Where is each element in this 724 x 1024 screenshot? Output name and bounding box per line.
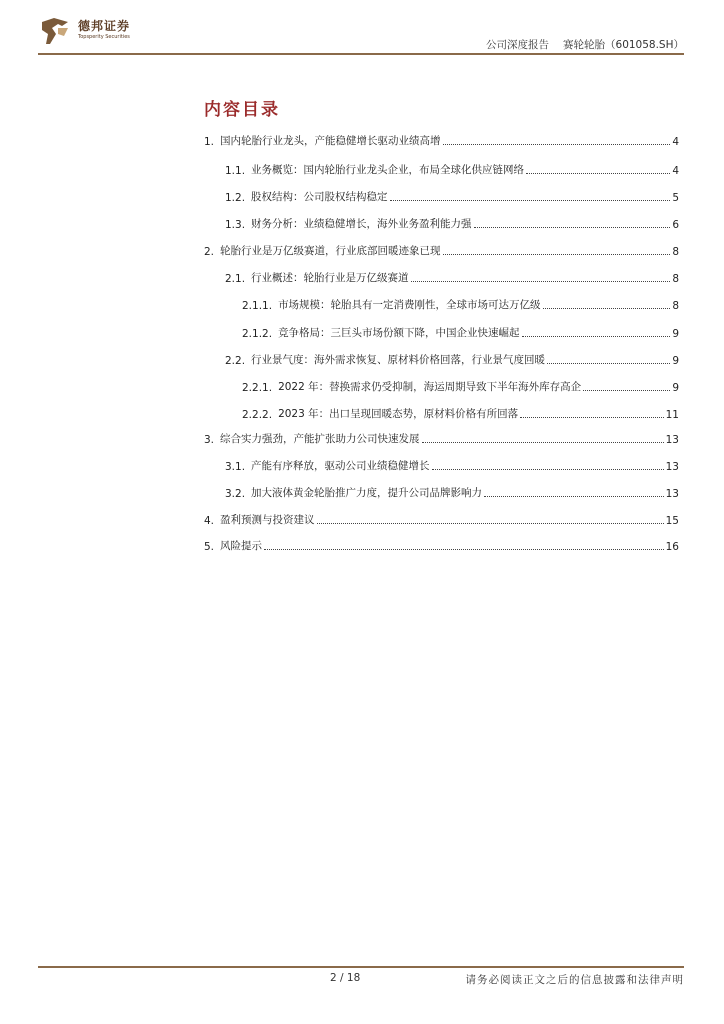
toc-entry-page: 15 xyxy=(665,515,679,527)
toc-entry-label: 股权结构：公司股权结构稳定 xyxy=(251,191,388,203)
toc-entry-label: 盈利预测与投资建议 xyxy=(220,514,315,526)
toc-entry-page: 9 xyxy=(672,382,679,394)
toc-entry[interactable] xyxy=(225,351,679,367)
toc-entry-number: 2.2.2. xyxy=(242,409,273,421)
toc-entry-label: 市场规模：轮胎具有一定消费刚性，全球市场可达万亿级 xyxy=(278,299,541,311)
toc-entry[interactable] xyxy=(242,296,679,312)
toc-entry[interactable] xyxy=(225,457,679,473)
toc-entry-page: 8 xyxy=(672,273,679,285)
toc-entry[interactable] xyxy=(204,511,679,527)
toc-title: 内容目录 xyxy=(204,100,280,120)
toc-entry-page: 4 xyxy=(672,136,679,148)
report-header xyxy=(486,37,684,52)
toc-entry[interactable] xyxy=(225,269,679,285)
toc-entry-number: 3.1. xyxy=(225,461,246,473)
toc-entry-number: 2.1.2. xyxy=(242,328,273,340)
toc-entry-number: 2.1.1. xyxy=(242,300,273,312)
toc-entry-label: 业务概览：国内轮胎行业龙头企业，布局全球化供应链网络 xyxy=(251,164,525,176)
header-divider xyxy=(38,53,684,55)
toc-entry-number: 2. xyxy=(204,246,215,258)
toc-entry-label: 2023 年：出口呈现回暖态势，原材料价格有所回落 xyxy=(278,408,519,420)
toc-entry-label: 加大液体黄金轮胎推广力度，提升公司品牌影响力 xyxy=(251,487,483,499)
toc-entry[interactable] xyxy=(242,405,679,421)
toc-leader-dots xyxy=(390,199,671,201)
toc-entry-label: 国内轮胎行业龙头，产能稳健增长驱动业绩高增 xyxy=(220,135,441,147)
toc-entry-number: 4. xyxy=(204,515,215,527)
footer-divider xyxy=(38,966,684,968)
toc-entry[interactable] xyxy=(225,188,679,204)
company-name-en: Topsperity Securities xyxy=(78,34,130,40)
toc-entry-page: 13 xyxy=(665,488,679,500)
toc-entry-number: 3.2. xyxy=(225,488,246,500)
toc-entry-page: 4 xyxy=(672,165,679,177)
toc-entry-label: 风险提示 xyxy=(220,540,263,552)
toc-entry[interactable] xyxy=(204,132,679,148)
toc-entry[interactable] xyxy=(204,537,679,553)
toc-leader-dots xyxy=(411,280,671,282)
toc-entry-number: 1.1. xyxy=(225,165,246,177)
toc-entry-page: 8 xyxy=(672,300,679,312)
toc-leader-dots xyxy=(522,335,671,337)
toc-entry-page: 13 xyxy=(665,461,679,473)
toc-leader-dots xyxy=(432,468,664,470)
toc-entry-page: 9 xyxy=(672,355,679,367)
toc-entry[interactable] xyxy=(204,430,679,446)
toc-leader-dots xyxy=(547,362,670,364)
disclaimer-text: 请务必阅读正文之后的信息披露和法律声明 xyxy=(465,974,684,986)
toc-leader-dots xyxy=(583,389,670,391)
toc-leader-dots xyxy=(443,253,671,255)
toc-entry-page: 5 xyxy=(672,192,679,204)
toc-entry-page: 6 xyxy=(672,219,679,231)
toc-leader-dots xyxy=(422,441,664,443)
toc-entry-label: 竞争格局：三巨头市场份额下降，中国企业快速崛起 xyxy=(278,327,520,339)
toc-entry-label: 行业概述：轮胎行业是万亿级赛道 xyxy=(251,272,409,284)
toc-entry-number: 5. xyxy=(204,541,215,553)
toc-entry-number: 2.2. xyxy=(225,355,246,367)
toc-entry-number: 1.2. xyxy=(225,192,246,204)
toc-entry[interactable] xyxy=(242,378,679,394)
logo-emblem-icon xyxy=(38,14,72,48)
toc-leader-dots xyxy=(484,495,664,497)
toc-leader-dots xyxy=(526,172,670,174)
company-name: 德邦证券 xyxy=(78,19,131,33)
toc-entry-page: 11 xyxy=(665,409,679,421)
toc-entry-page: 16 xyxy=(665,541,679,553)
toc-entry[interactable] xyxy=(242,324,679,340)
toc-leader-dots xyxy=(543,307,671,309)
report-type: 公司深度报告 xyxy=(486,39,550,51)
toc-entry-number: 2.1. xyxy=(225,273,246,285)
page-number: 2 / 18 xyxy=(330,972,361,984)
toc-entry-number: 1. xyxy=(204,136,215,148)
toc-entry-label: 轮胎行业是万亿级赛道，行业底部回暖迹象已现 xyxy=(220,245,441,257)
toc-entry-number: 2.2.1. xyxy=(242,382,273,394)
toc-entry-label: 产能有序释放，驱动公司业绩稳健增长 xyxy=(251,460,430,472)
toc-entry[interactable] xyxy=(204,242,679,258)
toc-entry-page: 13 xyxy=(665,434,679,446)
toc-leader-dots xyxy=(520,416,664,418)
toc-entry-label: 综合实力强劲，产能扩张助力公司快速发展 xyxy=(220,433,420,445)
toc-entry-label: 2022 年：替换需求仍受抑制，海运周期导致下半年海外库存高企 xyxy=(278,381,582,393)
toc-entry-number: 3. xyxy=(204,434,215,446)
toc-leader-dots xyxy=(317,522,664,524)
report-subject: 赛轮轮胎（601058.SH） xyxy=(563,39,684,51)
toc-leader-dots xyxy=(443,143,671,145)
toc-leader-dots xyxy=(264,548,664,550)
toc-entry-page: 9 xyxy=(672,328,679,340)
toc-entry[interactable] xyxy=(225,215,679,231)
toc-entry-page: 8 xyxy=(672,246,679,258)
toc-entry-number: 1.3. xyxy=(225,219,246,231)
toc-entry[interactable] xyxy=(225,161,679,177)
toc-entry[interactable] xyxy=(225,484,679,500)
toc-entry-label: 财务分析：业绩稳健增长，海外业务盈利能力强 xyxy=(251,218,472,230)
toc-leader-dots xyxy=(474,226,671,228)
company-logo xyxy=(38,14,168,48)
toc-entry-label: 行业景气度：海外需求恢复、原材料价格回落，行业景气度回暖 xyxy=(251,354,546,366)
